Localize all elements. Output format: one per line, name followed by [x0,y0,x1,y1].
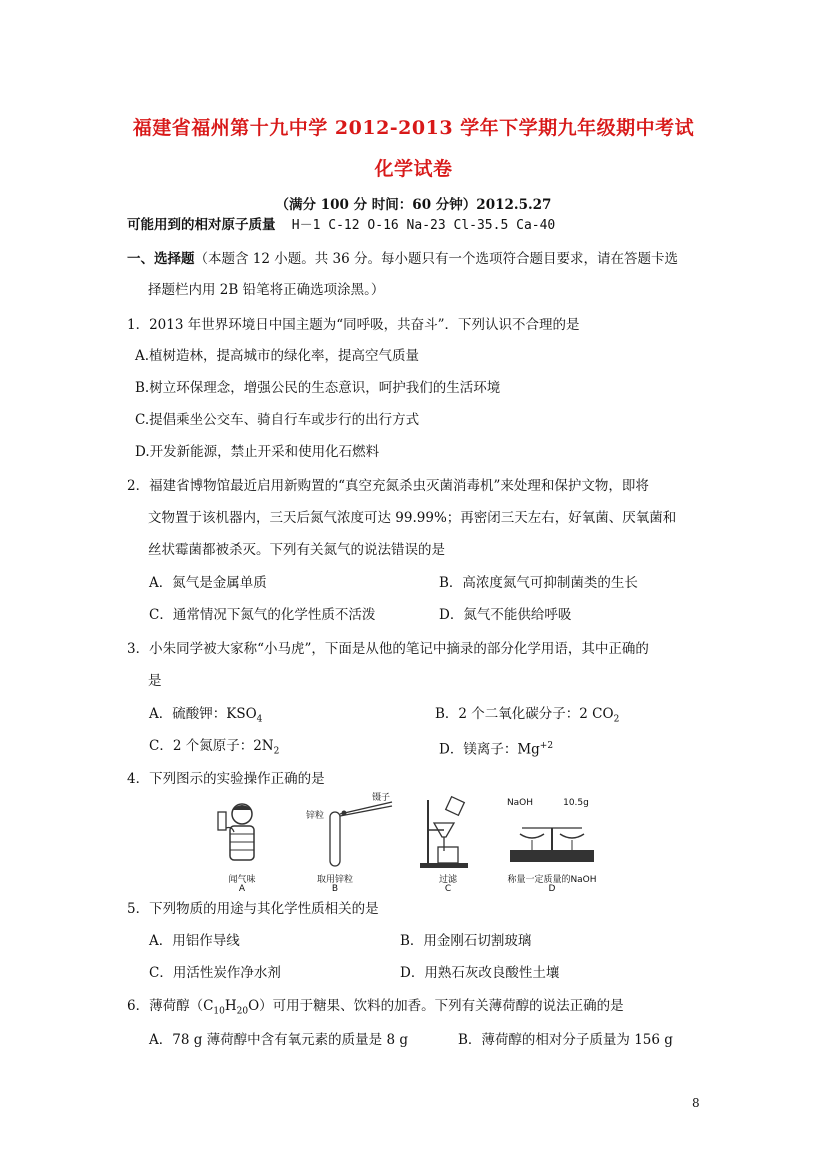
figure-a-smelling [212,798,272,868]
mass-label: 10.5g [563,798,589,808]
section-heading-text: （本题含 12 小题。共 36 分。每小题只有一个选项符合题目要求，请在答题卡选 [194,251,679,267]
section-heading-label: 一、选择题 [127,251,195,267]
atomic-mass-values: H－1 C-12 O-16 Na-23 Cl-35.5 Ca-40 [291,218,556,233]
q2-option-c: C．通常情况下氮气的化学性质不活泼 [149,607,376,623]
figure-b-caption: 取用锌粒 [316,875,353,885]
q5-option-c: C．用活性炭作净水剂 [149,965,281,981]
smelling-illustration-icon [212,798,272,868]
q6-option-a: A．78 g 薄荷醇中含有氧元素的质量是 8 g [149,1032,408,1048]
q3-option-b: B．2 个二氧化碳分子：2 $CO_2$ [435,706,620,725]
q2-option-b: B．高浓度氮气可抑制菌类的生长 [439,575,638,591]
q3-stem-line2: 是 [148,673,162,689]
q3-stem-line1: 3．小朱同学被大家称“小马虎”，下面是从他的笔记中摘录的部分化学用语，其中正确的 [127,641,649,657]
q1-option-c: C.提倡乘坐公交车、骑自行车或步行的出行方式 [135,412,420,428]
q3-option-c: C．2 个氮原子：$2N_2$ [149,738,280,757]
balance-scale-icon [502,798,602,870]
q5-option-a: A．用铝作导线 [149,933,240,949]
q5-option-d: D．用熟石灰改良酸性土壤 [400,965,560,981]
q5-stem: 5．下列物质的用途与其化学性质相关的是 [127,901,379,917]
figure-d-balance [502,798,602,870]
figure-c-letter: C [444,884,452,894]
q4-stem: 4．下列图示的实验操作正确的是 [127,771,325,787]
figure-a-letter: A [238,884,246,894]
q5-option-b: B．用金刚石切割玻璃 [400,933,532,949]
section-heading-cont: 择题栏内用 2B 铅笔将正确选项涂黑。） [148,282,385,298]
atomic-mass-label: 可能用到的相对原子质量 [127,217,276,233]
filtration-apparatus-icon [418,795,478,870]
q2-option-d: D．氮气不能供给呼吸 [439,607,572,623]
page-number: 8 [692,1096,700,1110]
q2-stem-line1: 2．福建省博物馆最近启用新购置的“真空充氮杀虫灭菌消毒机”来处理和保护文物，即将 [127,478,649,494]
figure-b-letter: B [331,884,339,894]
q6-option-b: B．薄荷醇的相对分子质量为 156 g [458,1032,673,1048]
atomic-mass-line [127,216,555,235]
tweezers-label: 镊子 [371,793,390,803]
q1-option-d: D.开发新能源，禁止开采和使用化石燃料 [135,444,380,460]
q2-stem-line3: 丝状霉菌都被杀灭。下列有关氮气的说法错误的是 [148,542,445,558]
figure-d-letter: D [548,884,556,894]
q3-option-a: A．硫酸钾：$KSO_4$ [149,706,263,725]
document-subtitle: 化学试卷 [374,158,453,180]
exam-meta: （满分 100 分 时间：60 分钟）2012.5.27 [275,197,552,213]
naoh-label: NaOH [506,798,534,808]
q1-option-b: B.树立环保理念，增强公民的生态意识，呵护我们的生活环境 [135,380,501,396]
q2-option-a: A．氮气是金属单质 [149,575,267,591]
section-heading [127,250,678,268]
zinc-label: 锌粒 [305,811,324,821]
document-title: 福建省福州第十九中学 2012-2013 学年下学期九年级期中考试 [132,117,695,139]
q1-option-a: A.植树造林，提高城市的绿化率，提高空气质量 [135,348,420,364]
figure-a-caption: 闻气味 [228,875,256,885]
q6-stem: 6．薄荷醇$(C_{10}H_{20}O)$可用于糖果、饮料的加香。下列有关薄荷醇的说法正确的是 [127,998,624,1017]
figure-d-caption: 称量一定质量的NaOH [507,875,597,885]
figure-c-caption: 过滤 [438,875,457,885]
q2-stem-line2: 文物置于该机器内，三天后氮气浓度可达 99.99%；再密闭三天左右，好氧菌、厌氧菌和 [148,510,677,526]
figure-b-zinc [300,790,400,870]
q1-stem: 1．2013 年世界环境日中国主题为“同呼吸，共奋斗”．下列认识不合理的是 [127,317,580,333]
figure-c-filtration [418,795,478,870]
q3-option-d: D．镁离子：$Mg^{+2}$ [439,741,554,758]
